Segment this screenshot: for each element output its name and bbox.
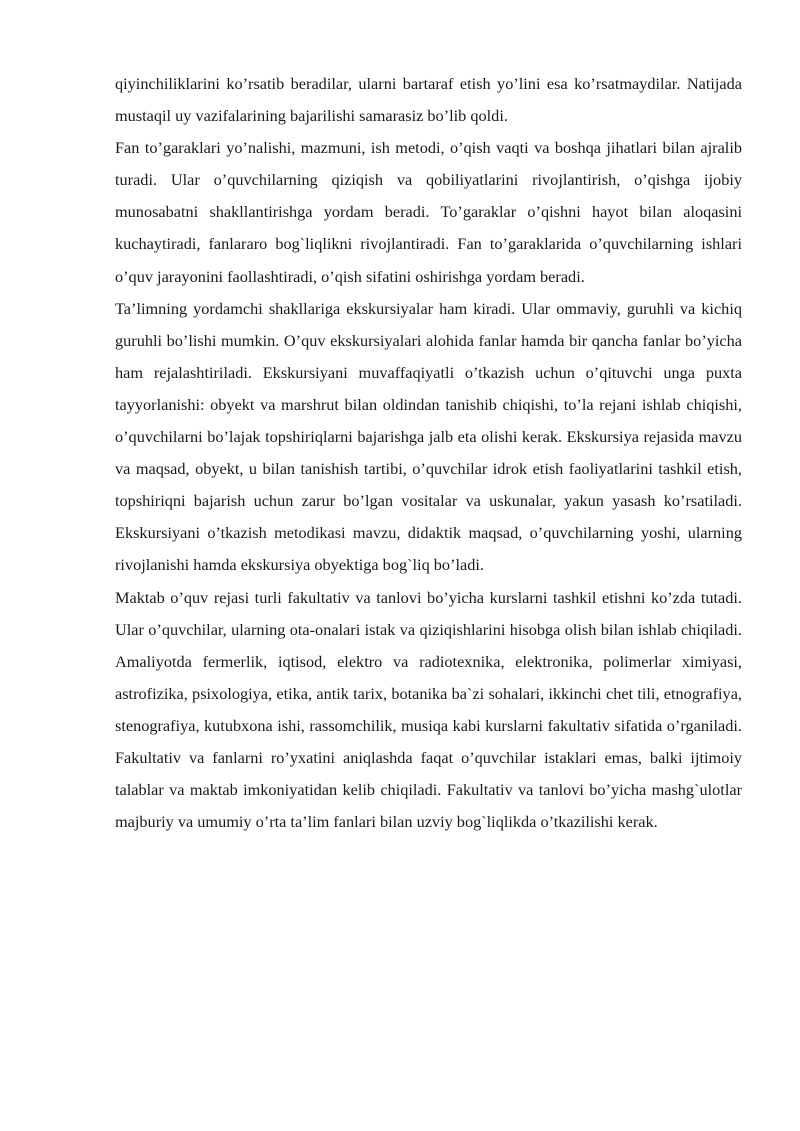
paragraph-elective-courses: Maktab o’quv rejasi turli fakultativ va tanlovi bo’yicha kurslarni tashkil etishni ko’zda tutadi. Ular o’quvchilar, ularning ota-onalari istak va qiziqishlarini hisobga olish bilan ishlab chiqiladi. Amaliyotda fermerlik, iqtisod, elektro va radiotexnika, elektronika, polimerlar ximiyasi, astrofizika, psixologiya, etika, antik tarix, botanika ba`zi sohalari, ikkinchi chet tili, etnografiya, stenografiya, kutubxona ishi, rassomchilik, musiqa kabi kurslarni fakultativ sifatida o’rganiladi. Fakultativ va fanlarni ro’yxatini aniqlashda faqat o’quvchilar istaklari emas, balki ijtimoiy talablar va maktab imkoniyatidan kelib chiqiladi. Fakultativ va tanlovi bo’yicha mashg`ulotlar majburiy va umumiy o’rta ta’lim fanlari bilan uzviy bog`liqlikda o’tkazilishi kerak. bbox=[115, 587, 742, 832]
paragraph-excursions: Ta’limning yordamchi shakllariga ekskursiyalar ham kiradi. Ular ommaviy, guruhli va kichiq guruhli bo’lishi mumkin. O’quv ekskursiyalari alohida fanlar hamda bir qancha fanlar bo’yicha ham rejalashtiriladi. Ekskursiyani muvaffaqiyatli o’tkazish uchun o’qituvchi unga puxta tayyorlanishi: obyekt va marshrut bilan oldindan tanishib chiqishi, to’la rejani ishlab chiqishi, o’quvchilarni bo’lajak topshiriqlarni bajarishga jalb eta olishi kerak. Ekskursiya rejasida mavzu va maqsad, obyekt, u bilan tanishish tartibi, o’quvchilar idrok etish faoliyatlarini tashkil etish, topshiriqni bajarish uchun zarur bo’lgan vositalar va uskunalar, yakun yasash ko’rsatiladi. Ekskursiyani o’tkazish metodikasi mavzu, didaktik maqsad, o’quvchilarning yoshi, ularning rivojlanishi hamda ekskursiya obyektiga bog`liq bo’ladi. bbox=[115, 298, 742, 575]
paragraph-homework-difficulties: qiyinchiliklarini ko’rsatib beradilar, ularni bartaraf etish yo’lini esa ko’rsatmaydilar. Natijada mustaqil uy vazifalarining bajarilishi samarasiz bo’lib qoldi. bbox=[115, 74, 742, 126]
document-page bbox=[115, 68, 742, 838]
paragraph-subject-clubs: Fan to’garaklari yo’nalishi, mazmuni, ish metodi, o’qish vaqti va boshqa jihatlari bilan ajralib turadi. Ular o’quvchilarning qiziqish va qobiliyatlarini rivojlantirish, o’qishga ijobiy munosabatni shakllantirishga yordam beradi. To’garaklar o’qishni hayot bilan aloqasini kuchaytiradi, fanlararo bog`liqlikni rivojlantiradi. Fan to’garaklarida o’quvchilarning ishlari o’quv jarayonini faollashtiradi, o’qish sifatini oshirishga yordam beradi. bbox=[115, 138, 742, 286]
